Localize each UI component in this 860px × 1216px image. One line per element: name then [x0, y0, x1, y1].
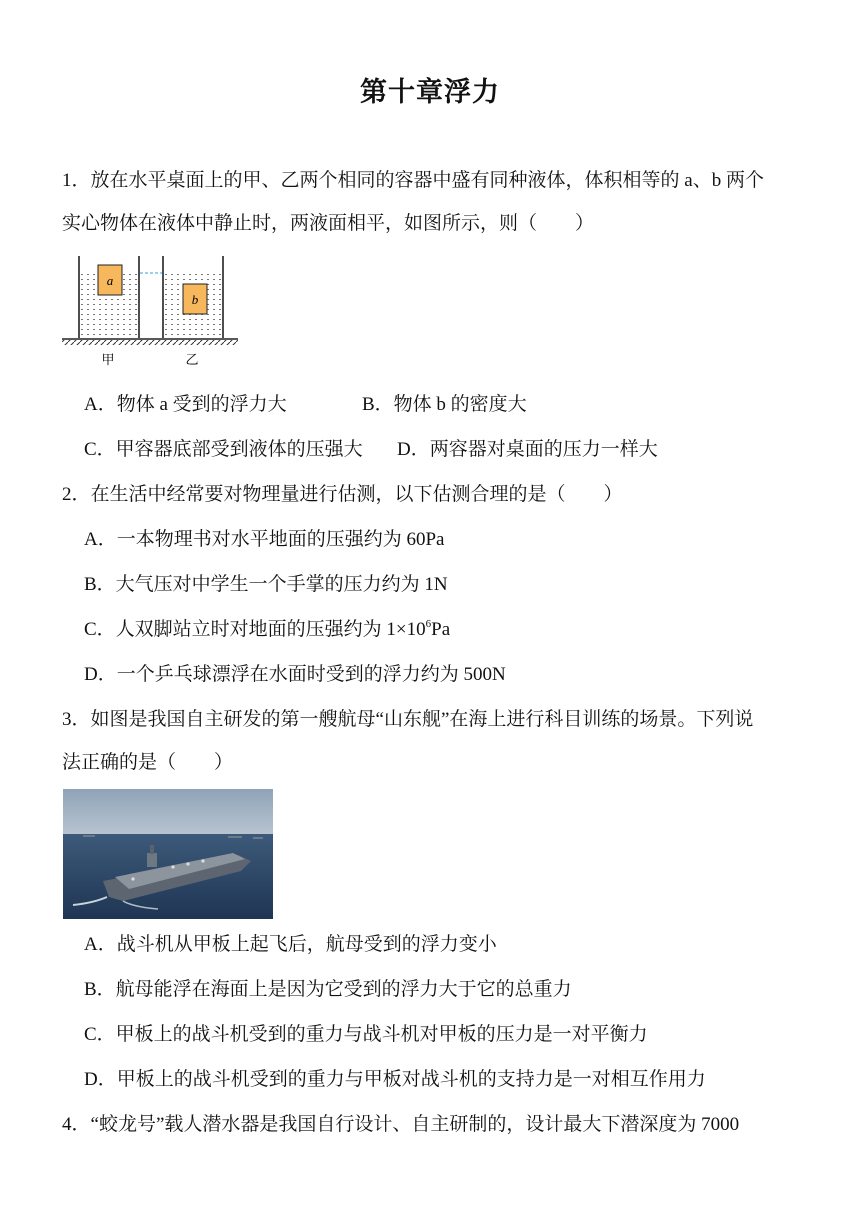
q1-option-b: B．物体 b 的密度大: [362, 394, 527, 415]
question-1-text-1: 放在水平桌面上的甲、乙两个相同的容器中盛有同种液体，体积相等的 a、b 两个: [90, 170, 764, 191]
question-3-text-1: 如图是我国自主研发的第一艘航母“山东舰”在海上进行科目训练的场景。下列说: [90, 709, 754, 730]
q2-option-b: B．大气压对中学生一个手掌的压力约为 1N: [84, 574, 448, 595]
q3-option-b: B．航母能浮在海面上是因为它受到的浮力大于它的总重力: [84, 979, 572, 1000]
page-title: 第十章浮力: [360, 77, 500, 108]
container-figure: [62, 252, 238, 372]
question-1-line-2: 实心物体在液体中静止时，两液面相平，如图所示，则（ ）: [62, 213, 595, 234]
q1-option-c: C．甲容器底部受到液体的压强大: [84, 439, 363, 460]
label-yi: 乙: [185, 353, 199, 368]
q2-option-c-unit: Pa: [431, 619, 451, 640]
question-3-line-2: 法正确的是（ ）: [62, 752, 234, 773]
aircraft-carrier-photo: [63, 789, 273, 919]
block-a-label: a: [106, 273, 114, 288]
question-4-number: 4．: [62, 1114, 91, 1135]
label-jia: 甲: [101, 353, 115, 368]
question-1-number: 1．: [62, 170, 91, 191]
question-3-number: 3．: [62, 709, 91, 730]
question-2-number: 2．: [62, 484, 91, 505]
q2-option-a: A．一本物理书对水平地面的压强约为 60Pa: [84, 529, 445, 550]
q2-option-c-exponent: 6: [425, 617, 432, 630]
question-4-line-1: [62, 1112, 739, 1138]
question-1-line-1: [62, 168, 764, 194]
q3-option-d: D．甲板上的战斗机受到的重力与甲板对战斗机的支持力是一对相互作用力: [84, 1069, 706, 1090]
q2-option-c-text: C．人双脚站立时对地面的压强约为 1×10: [84, 619, 426, 640]
block-b-label: b: [191, 292, 199, 307]
question-2-text: 在生活中经常要对物理量进行估测，以下估测合理的是（ ）: [90, 484, 623, 505]
q3-option-a: A．战斗机从甲板上起飞后，航母受到的浮力变小: [84, 934, 497, 955]
q3-option-c: C．甲板上的战斗机受到的重力与战斗机对甲板的压力是一对平衡力: [84, 1024, 648, 1045]
q2-option-d: D．一个乒乓球漂浮在水面时受到的浮力约为 500N: [84, 664, 506, 685]
q1-option-a: A．物体 a 受到的浮力大: [84, 394, 287, 415]
question-4-text: “蛟龙号”载人潜水器是我国自行设计、自主研制的，设计最大下潜深度为 7000: [90, 1114, 740, 1135]
container-yi: [163, 256, 223, 338]
question-2-line-1: [62, 482, 623, 508]
container-jia: [79, 256, 139, 338]
q1-option-d: D．两容器对桌面的压力一样大: [397, 439, 658, 460]
q2-option-c: [84, 617, 450, 643]
question-3-line-1: [62, 707, 753, 733]
